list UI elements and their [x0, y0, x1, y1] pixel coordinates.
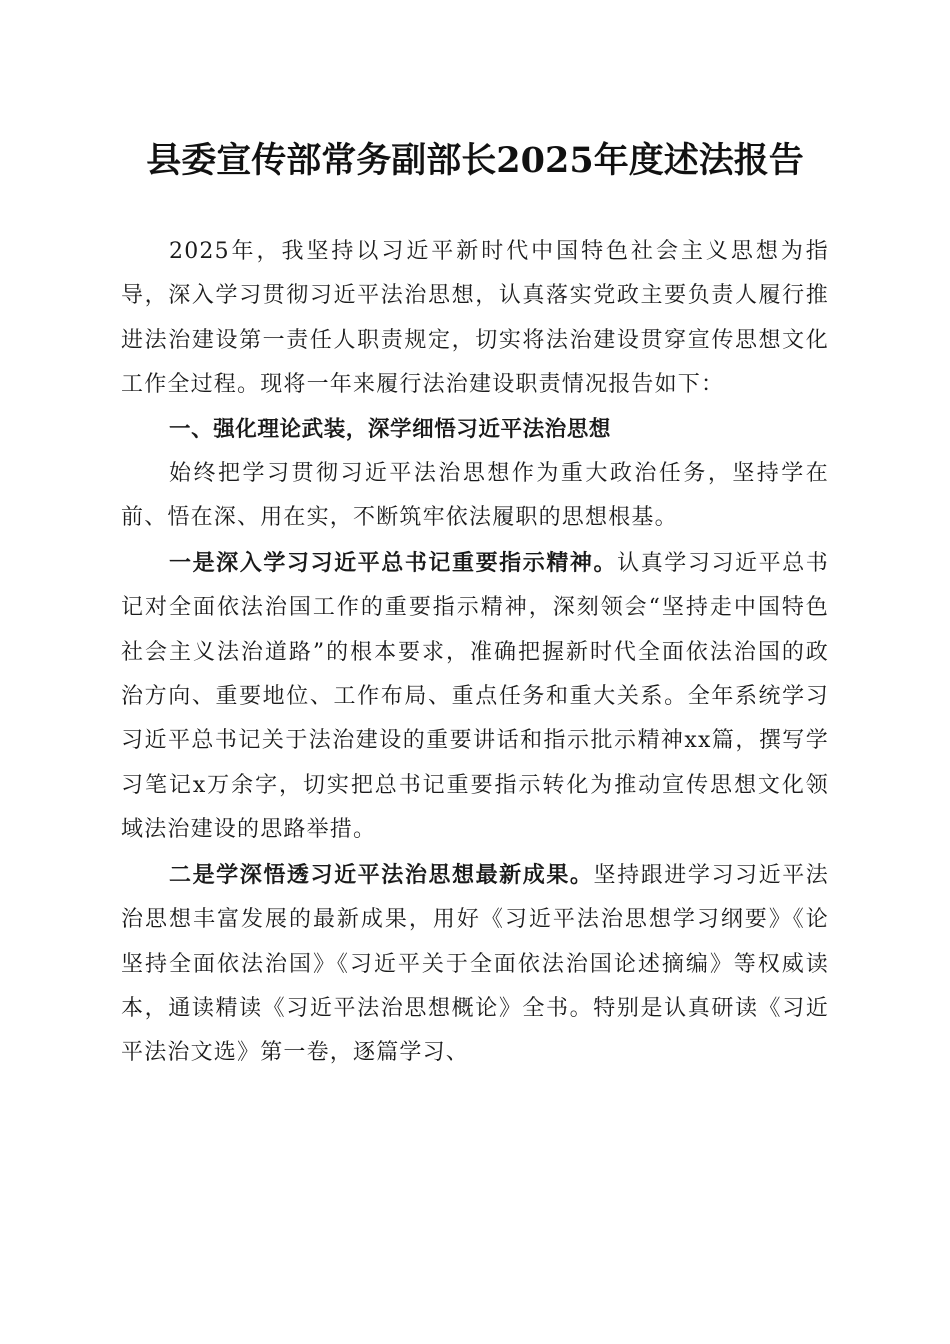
point-two-lead: 二是学深悟透习近平法治思想最新成果。 — [169, 861, 594, 888]
point-one-lead: 一是深入学习习近平总书记重要指示精神。 — [169, 549, 618, 576]
section-summary-paragraph: 始终把学习贯彻习近平法治思想作为重大政治任务，坚持学在前、悟在深、用在实，不断筑牢依法履职的思想根基。 — [121, 461, 829, 531]
point-one-paragraph — [121, 541, 829, 853]
point-two-paragraph — [121, 853, 829, 1076]
point-one-text: 认真学习习近平总书记对全面依法治国工作的重要指示精神，深刻领会“坚持走中国特色社会主义法治道路”的根本要求，准确把握新时代全面依法治国的政治方向、重要地位、工作布局、重点任务和重大关系。全年系统学习习近平总书记关于法治建设的重要讲话和指示批示精神xx篇，撰写学习笔记x万余字，切实把总书记重要指示转化为推动宣传思想文化领域法治建设的思路举措。 — [121, 550, 829, 843]
intro-paragraph: 2025年，我坚持以习近平新时代中国特色社会主义思想为指导，深入学习贯彻习近平法治思想，认真落实党政主要负责人履行推进法治建设第一责任人职责规定，切实将法治建设贯穿宣传思想文化工作全过程。现将一年来履行法治建设职责情况报告如下： — [121, 239, 829, 398]
point-two-text: 坚持跟进学习习近平法治思想丰富发展的最新成果，用好《习近平法治思想学习纲要》《论坚持全面依法治国》《习近平关于全面依法治国论述摘编》等权威读本，通读精读《习近平法治思想概论》全书。特别是认真研读《习近平法治文选》第一卷，逐篇学习、 — [121, 862, 829, 1066]
page-title: 县委宣传部常务副部长2025年度述法报告 — [146, 140, 804, 181]
section-heading: 一、强化理论武装，深学细悟习近平法治思想 — [169, 416, 612, 442]
document-body — [121, 230, 829, 1076]
